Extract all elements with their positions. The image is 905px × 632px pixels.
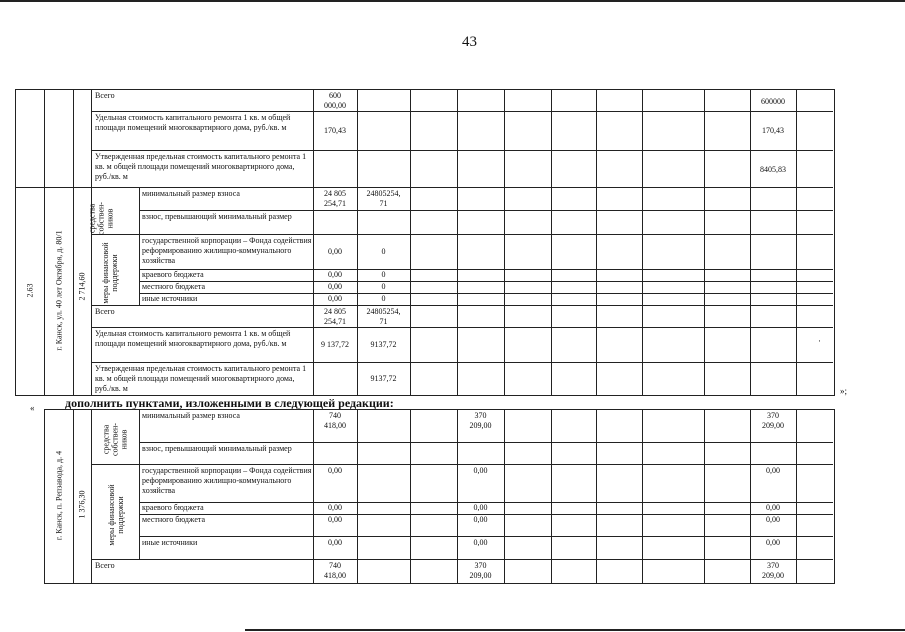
row-label: минимальный размер взноса [142,189,240,198]
instruction-text: дополнить пунктами, изложенными в следующей редакции: [65,396,394,410]
cell-value: 0,00 [473,503,488,512]
category-financial-support: меры финансовой поддержки [101,242,119,304]
col-line [796,409,797,583]
row-label: взнос, превышающий минимальный размер [142,212,292,221]
col-line [596,409,597,583]
area-label: 2 714,60 [77,272,87,301]
cell-value: 0,00 [328,294,342,303]
row-label: иные источники [142,538,198,547]
cell-value: 740 418,00 [324,411,346,430]
row-label-unit-cost: Удельная стоимость капитального ремонта 1 кв. м общей площади помещений многоквартирного дома, руб./кв. м [95,113,291,132]
cell-value: 370 209,00 [469,411,492,430]
row-label: местного бюджета [142,282,206,291]
row-label-total: Всего [95,561,115,570]
cell-value: 0,00 [473,515,488,524]
cell-value: 0,00 [473,466,488,475]
col-line [313,409,314,583]
col-line [551,409,552,583]
row-label: местного бюджета [142,515,206,524]
address-label: г. Канск, ул. 40 лет Октября, д. 80/1 [54,230,64,351]
row-line [139,442,833,443]
cell-value: 8405,83 [760,165,786,174]
cell-value: 600 000,00 [324,91,346,110]
cell-value: 0 [381,294,386,303]
row-label-total: Всего [95,307,115,316]
cell-value: 0,00 [328,466,342,475]
cell-value: 0,00 [328,503,342,512]
category-financial-support: меры финансовой поддержки [107,484,125,546]
cell-value: 0,00 [328,282,342,291]
cell-value: 170,43 [324,126,346,135]
cell-value: 0,00 [766,466,780,475]
scan-dot: · [818,336,821,346]
cell-value: 600000 [761,97,785,106]
cell-value: 0,00 [766,538,780,547]
col-line [504,409,505,583]
cell-value: 0,00 [766,515,780,524]
col-line [750,409,751,583]
table-2-frame [44,409,835,584]
row-label: государственной корпорации – Фонда содействия реформированию жилищно-коммунального хозяйства [142,236,312,265]
opening-quote: « [30,403,35,413]
cell-value: 0 [381,282,386,291]
row-line [91,464,833,465]
row-label: государственной корпорации – Фонда содействия реформированию жилищно-коммунального хозяйства [142,466,312,495]
page-number: 43 [462,34,477,50]
row-label-unit-cost: Удельная стоимость капитального ремонта 1 кв. м общей площади помещений многоквартирного дома, руб./кв. м [95,329,291,348]
address-label: г. Канск, п. Репзавода, д. 4 [54,450,64,541]
row-label-total: Всего [95,91,115,100]
cell-value: 740 418,00 [324,561,346,580]
cell-value: 0 [381,247,386,256]
cell-value: 0 [381,270,386,279]
cell-value: 9137,72 [370,374,397,383]
row-label: взнос, превышающий минимальный размер [142,444,292,453]
cell-value: 0,00 [328,270,342,279]
cell-value: 0,00 [766,503,780,512]
col-line [73,409,74,583]
row-number: 2.63 [25,283,35,298]
col-line [410,409,411,583]
col-line [704,409,705,583]
cell-value: 9137,72 [370,340,397,349]
row-line [91,559,833,560]
cell-value: 9 137,72 [321,340,349,349]
col-line [642,409,643,583]
row-label: иные источники [142,294,198,303]
cell-value: 170,43 [762,126,784,135]
cell-value: 0,00 [328,538,342,547]
closing-quote: »; [840,386,848,396]
category-owners: средства собствен-ников [87,202,115,235]
row-label-limit-cost: Утвержденная предельная стоимость капитального ремонта 1 кв. м общей площади помещений многоквартирного дома, руб./кв. м [95,152,307,181]
area-label: 1 376,30 [77,490,87,519]
row-label: краевого бюджета [142,270,204,279]
cell-value: 370 209,00 [762,411,784,430]
cell-value: 0,00 [473,538,488,547]
col-line [357,409,358,583]
cell-value: 0,00 [328,247,342,256]
cell-value: 370 209,00 [469,561,492,580]
col-line [91,409,92,583]
row-label: краевого бюджета [142,503,204,512]
cell-value: 24805254, 71 [366,307,401,326]
row-line [139,536,833,537]
cell-value: 370 209,00 [762,561,784,580]
col-line [457,409,458,583]
cell-value: 0,00 [328,515,342,524]
cell-value: 24 805 254,71 [324,189,346,208]
row-label: минимальный размер взноса [142,411,240,420]
category-owners: средства собствен-ников [101,423,129,456]
row-label-limit-cost: Утвержденная предельная стоимость капитального ремонта 1 кв. м общей площади помещений многоквартирного дома, руб./кв. м [95,364,307,393]
cell-value: 24805254, 71 [366,189,401,208]
cell-value: 24 805 254,71 [324,307,346,326]
